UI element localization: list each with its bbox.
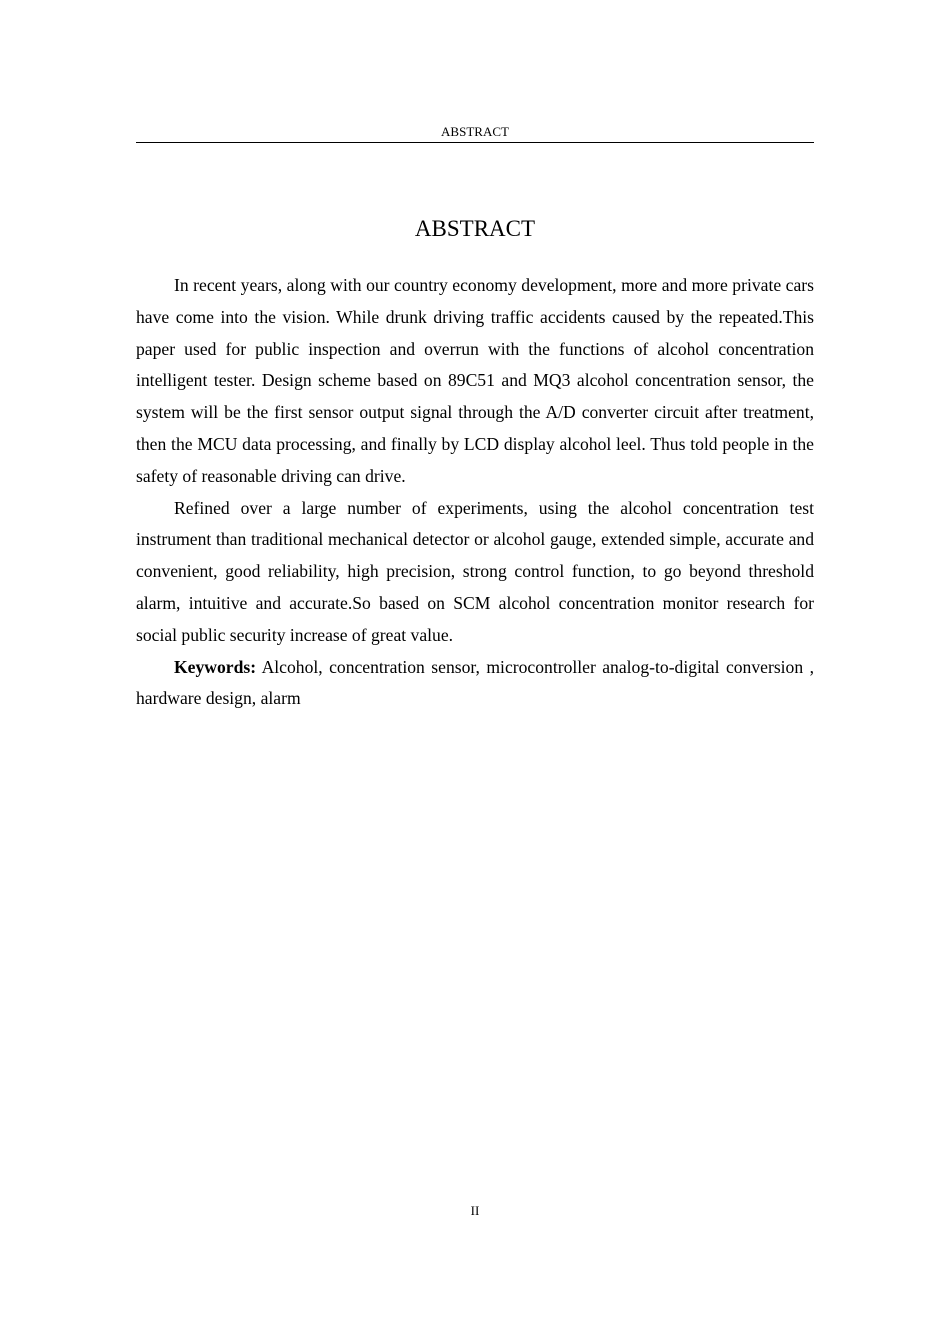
abstract-body bbox=[136, 270, 814, 715]
page-title: ABSTRACT bbox=[414, 216, 536, 241]
running-header: ABSTRACT bbox=[136, 124, 814, 143]
abstract-paragraph-2: Refined over a large number of experiments, using the alcohol concentration test instrument than traditional mechanical detector or alcohol gauge, extended simple, accurate and convenient, good reliability, high precision, strong control function, to go beyond threshold alarm, intuitive and accurate.So based on SCM alcohol concentration monitor research for social public security increase of great value. bbox=[136, 497, 814, 645]
keywords-line bbox=[136, 652, 814, 716]
keywords-label: Keywords: bbox=[174, 656, 257, 677]
keywords-text: Alcohol, concentration sensor, microcontroller analog-to-digital conversion , hardware design, alarm bbox=[136, 656, 814, 709]
abstract-paragraph-1: In recent years, along with our country economy development, more and more private cars have come into the vision. While drunk driving traffic accidents caused by the repeated.This paper used for public inspection and overrun with the functions of alcohol concentration intelligent tester. Design scheme based on 89C51 and MQ3 alcohol concentration sensor, the system will be the first sensor output signal through the A/D converter circuit after treatment, then the MCU data processing, and finally by LCD display alcohol leel. Thus told people in the safety of reasonable driving can drive. bbox=[136, 275, 814, 486]
page-number: II bbox=[470, 1203, 480, 1218]
